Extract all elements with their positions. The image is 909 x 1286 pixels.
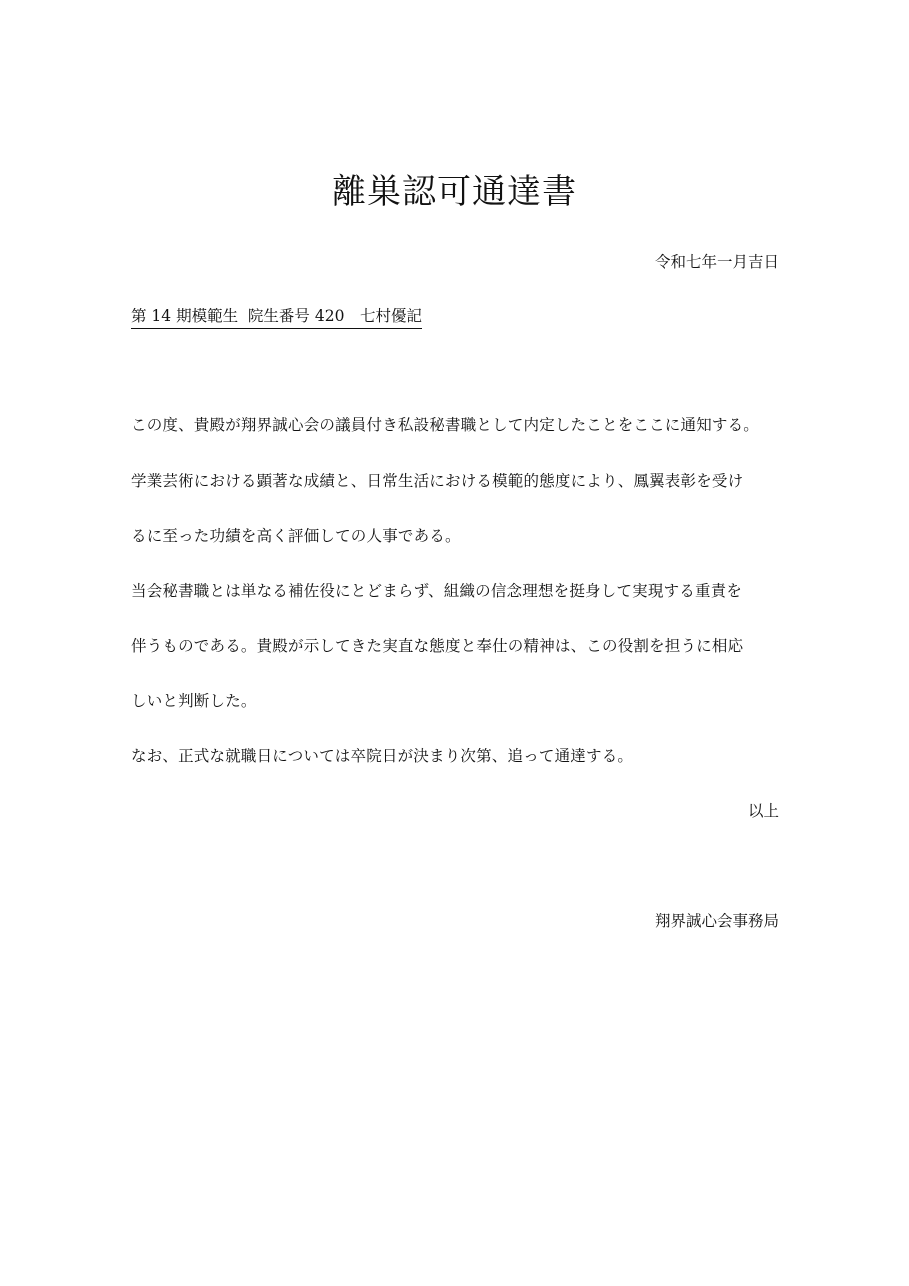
body-line: 当会秘書職とは単なる補佐役にとどまらず、組織の信念理想を挺身して実現する重責を xyxy=(131,582,743,600)
body-line: この度、貴殿が翔界誠心会の議員付き私設秘書職として内定したことをここに通知する。 xyxy=(131,416,760,434)
body-line: 伴うものである。貴殿が示してきた実直な態度と奉仕の精神は、この役割を担うに相応 xyxy=(131,637,744,655)
document-title: 離巣認可通達書 xyxy=(332,172,577,212)
recipient-line: 第 14 期模範生 院生番号 420 七村優記 xyxy=(131,304,422,329)
issue-date: 令和七年一月吉日 xyxy=(654,253,779,271)
closing-word: 以上 xyxy=(747,802,779,820)
issuer-name: 翔界誠心会事務局 xyxy=(654,912,779,930)
body-line: しいと判断した。 xyxy=(131,692,257,710)
body-line: るに至った功績を高く評価しての人事である。 xyxy=(131,527,461,545)
body-line: 学業芸術における顕著な成績と、日常生活における模範的態度により、鳳翼表彰を受け xyxy=(131,472,744,490)
body-line: なお、正式な就職日については卒院日が決まり次第、追って通達する。 xyxy=(131,747,634,765)
